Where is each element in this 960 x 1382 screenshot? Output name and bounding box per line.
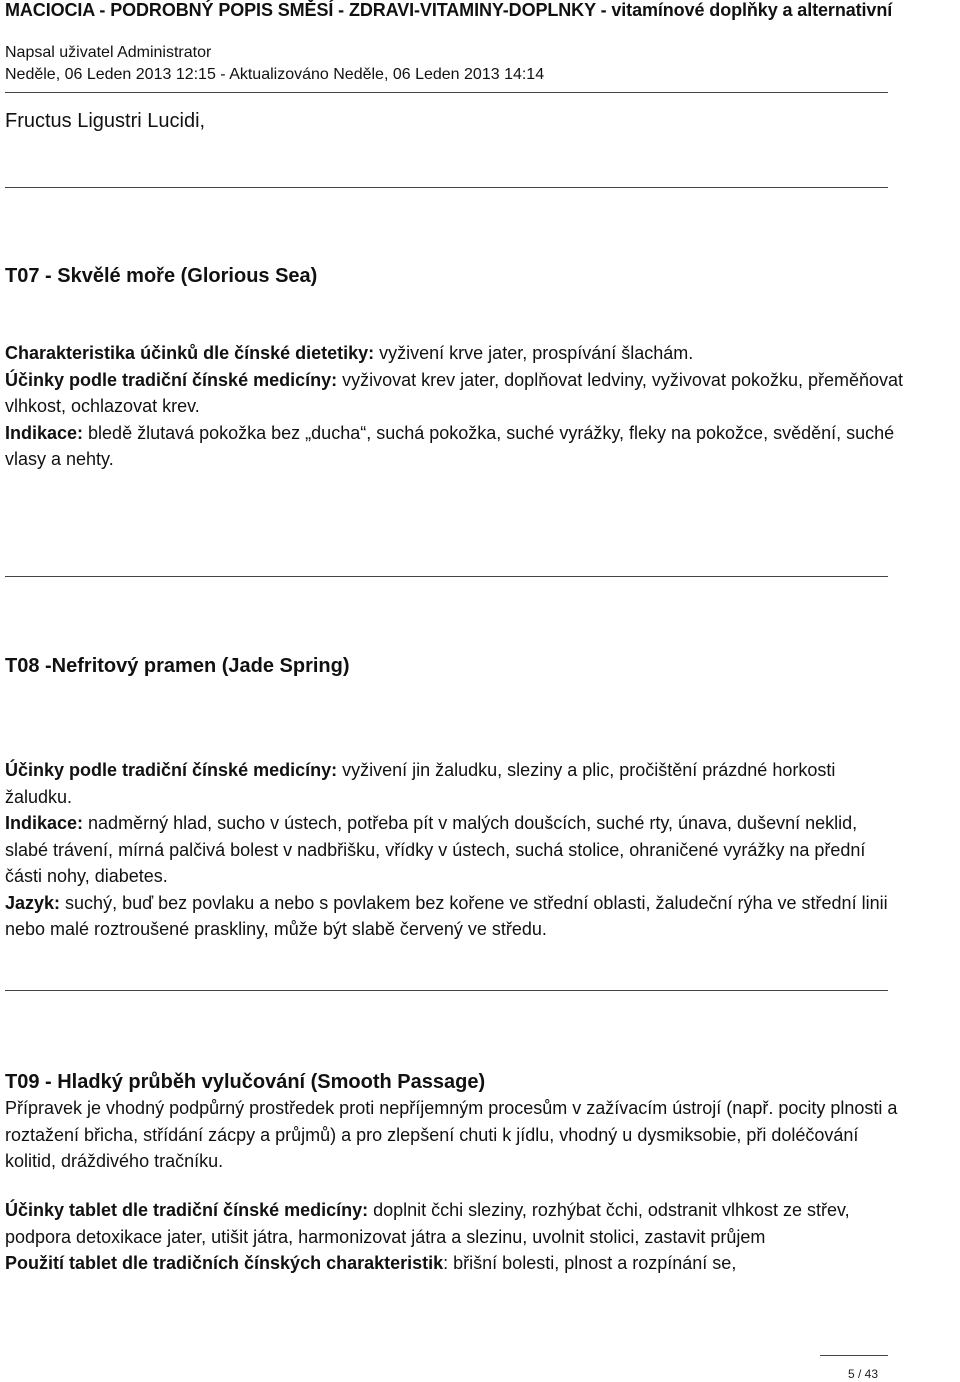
t08-tongue-text: suchý, buď bez povlaku a nebo s povlakem bez kořene ve střední oblasti, žaludeční rýha ve střední linii nebo malé roztroušené praskliny, může být slabě červený ve středu. bbox=[5, 892, 888, 939]
document-header-title: MACIOCIA - PODROBNÝ POPIS SMĚSÍ - ZDRAVI-VITAMINY-DOPLNKY - vitamínové doplňky a alternativní bbox=[5, 0, 893, 20]
t07-body bbox=[5, 340, 905, 473]
t08-heading: T08 -Nefritový pramen (Jade Spring) bbox=[5, 655, 350, 677]
t07-tcm-text: vyživovat krev jater, doplňovat ledviny, vyživovat pokožku, přeměňovat vlhkost, ochlazovat krev. bbox=[5, 369, 904, 416]
t09-use-text: : břišní bolesti, plnost a rozpínání se, bbox=[443, 1253, 737, 1273]
t07-char-label: Charakteristika účinků dle čínské dietetiky: bbox=[5, 343, 375, 363]
t08-tcm-text: vyživení jin žaludku, sleziny a plic, pročištění prázdné horkosti žaludku. bbox=[5, 760, 836, 807]
date-line: Neděle, 06 Leden 2013 12:15 - Aktualizováno Neděle, 06 Leden 2013 14:14 bbox=[5, 66, 545, 83]
ingredient-line: Fructus Ligustri Lucidi, bbox=[5, 110, 206, 132]
t09-use-label: Použití tablet dle tradičních čínských charakteristik bbox=[5, 1253, 444, 1273]
t07-ind-label: Indikace: bbox=[5, 422, 84, 443]
t09-effects-label: Účinky tablet dle tradiční čínské medicíny: bbox=[5, 1200, 369, 1220]
t08-body bbox=[5, 757, 905, 943]
footer-divider bbox=[820, 1355, 888, 1356]
t08-ind-label: Indikace: bbox=[5, 813, 84, 833]
t07-char-text: vyživení krve jater, prospívání šlachám. bbox=[374, 343, 694, 363]
t07-heading: T07 - Skvělé moře (Glorious Sea) bbox=[5, 265, 318, 287]
t08-tongue-label: Jazyk: bbox=[5, 892, 61, 913]
section-divider bbox=[5, 187, 888, 188]
section-divider bbox=[5, 990, 888, 991]
section-divider bbox=[5, 576, 888, 577]
t09-effects bbox=[5, 1197, 905, 1277]
t07-ind-text: bledě žlutavá pokožka bez „ducha“, suchá pokožka, suché vyrážky, fleky na pokožce, svědění, suché vlasy a nehty. bbox=[5, 422, 895, 469]
t08-tcm-label: Účinky podle tradiční čínské medicíny: bbox=[5, 760, 338, 780]
t09-heading: T09 - Hladký průběh vylučování (Smooth Passage) bbox=[5, 1071, 486, 1093]
t07-tcm-label: Účinky podle tradiční čínské medicíny: bbox=[5, 369, 338, 390]
t09-intro: Přípravek je vhodný podpůrný prostředek proti nepříjemným procesům v zažívacím ústrojí (např. pocity plnosti a roztažení břicha, střídání zácpy a průjmů) a pro zlepšení chuti k jídlu, vhodný u dysmiksobie, při doléčování kolitid, dráždivého tračníku. bbox=[5, 1098, 898, 1171]
page-number: 5 / 43 bbox=[847, 1367, 878, 1381]
t09-effects-text: doplnit čchi sleziny, rozhýbat čchi, odstranit vlhkost ze střev, podpora detoxikace jater, utišit játra, harmonizovat játra a slezinu, uvolnit stolici, zastavit průjem bbox=[5, 1200, 850, 1247]
author-line: Napsal uživatel Administrator bbox=[5, 44, 212, 61]
t08-ind-text: nadměrný hlad, sucho v ústech, potřeba pít v malých doušcích, suché rty, únava, duševní neklid, slabé trávení, mírná palčivá bolest v nadbřišku, vřídky v ústech, suchá stolice, ohraničené vyrážky na přední části nohy, diabetes. bbox=[5, 813, 866, 886]
header-divider bbox=[5, 92, 888, 93]
